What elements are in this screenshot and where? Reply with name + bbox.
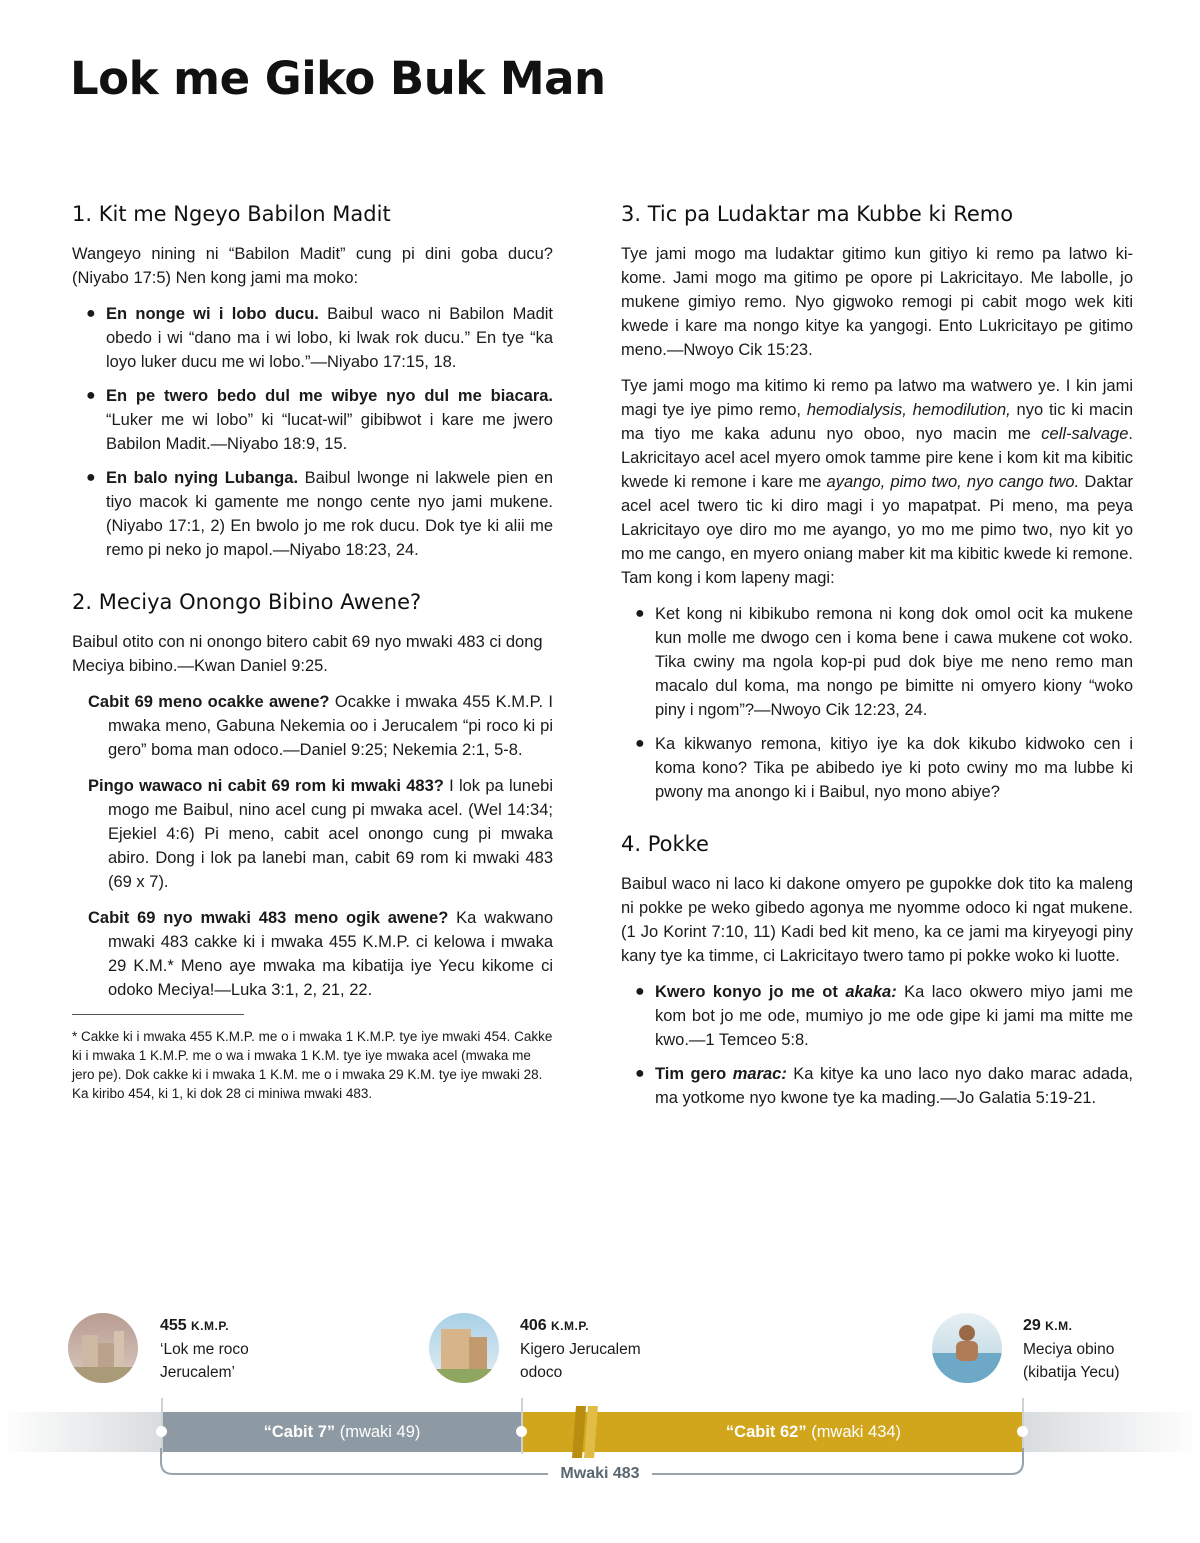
section-4-heading: 4. Pokke [621, 832, 709, 856]
right-column [621, 200, 1133, 1136]
page-title: Lok me Giko Buk Man [70, 52, 606, 105]
qa-item: Pingo wawaco ni cabit 69 rom ki mwaki 483? I lok pa lunebi mogo me Baibul, nino acel cung pi mwaka acel. (Wel 14:34; Ejekiel 4:6) Pi meno, cabit acel onongo cung pi mwaka abiro. Dong i lok pa lanebi man, cabit 69 rom ki mwaki 483 (69 x 7). [88, 777, 553, 891]
segment-7-label: “Cabit 7” (mwaki 49) [263, 1423, 421, 1441]
timeline-event-3: 29 K.M. Meciya obino (kibatija Yecu) [1023, 1317, 1120, 1381]
bullet-icon: ● [86, 387, 96, 404]
section-1-heading: 1. Kit me Ngeyo Babilon Madit [72, 202, 391, 226]
section-1-intro: Wangeyo nining ni “Babilon Madit” cung pi dini goba ducu? (Niyabo 17:5) Nen kong jami ma moko: [72, 245, 553, 287]
bullet-icon: ● [635, 735, 645, 752]
segment-62-label: “Cabit 62” (mwaki 434) [725, 1423, 902, 1441]
section-3-paragraph-1: Tye jami mogo ma ludaktar gitimo kun gitiyo ki remo pa latwo ki-kome. Jami mogo ma gitimo pe opore pi Lakricitayo. Me labolle, jo mukene gimiyo remo. Nyo gigwoko remogi pi cabit mogo wek kiti kwede i kare ma nongo kitye ka yangogi. Ento Lukricitayo pe gitimo meno.—Nwoyo Cik 15:23. [621, 245, 1133, 359]
section-3-bullets [621, 602, 1133, 804]
total-span-label: Mwaki 483 [548, 1463, 652, 1485]
section-3 [621, 200, 1133, 804]
section-3-heading: 3. Tic pa Ludaktar ma Kubbe ki Remo [621, 202, 1014, 226]
list-item: ● Kwero konyo jo me ot akaka: Ka laco okwero miyo jami me kom bot jo me ode, mumiyo jo me ode gipe ki jami ma mitte me kwo.—1 Temceo 5:8. [621, 980, 1133, 1052]
bullet-icon: ● [86, 305, 96, 322]
footnote: * Cakke ki i mwaka 455 K.M.P. me o i mwaka 1 K.M.P. tye iye mwaki 454. Cakke ki i mwaka 1 K.M.P. me o wa i mwaka 1 K.M. tye iye mwaka acel (mwaka me jero pe). Dok cakke ki i mwaka 1 K.M. me o i mwaka 29 K.M. tye iye mwaki 28. Ka kiribo 454, ki 1, ki dok 28 ci miniwa mwaki 483. [72, 1029, 553, 1101]
qa-item: Cabit 69 nyo mwaki 483 meno ogik awene? Ka wakwano mwaki 483 cakke ki i mwaka 455 K.M.P. ci kelowa i mwaka 29 K.M.* Meno aye mwaka ma kibatija iye Yecu kikome ci odoko Meciya!—Luka 3:1, 2, 21, 22. [88, 909, 554, 999]
section-2 [72, 588, 553, 1103]
section-2-intro: Baibul otito con ni onongo bitero cabit 69 nyo mwaki 483 ci dong Meciya bibino.—Kwan Daniel 9:25. [72, 633, 543, 675]
section-2-heading: 2. Meciya Onongo Bibino Awene? [72, 590, 422, 614]
list-item: ● En pe twero bedo dul me wibye nyo dul me biacara. “Luker me wi lobo” ki “lucat-wil” gibibwot i kare me jwero Babilon Madit.—Niyabo 18:9, 15. [72, 384, 553, 456]
section-4-bullets [621, 980, 1133, 1110]
section-4-paragraph: Baibul waco ni laco ki dakone omyero pe gupokke dok tito ka maleng ni pokke pe weko gibedo agonya me nyomme odoco ki ngat mukene. (1 Jo Korint 7:10, 11) Kadi bed kit meno, ka ce jami ma kiryeyogi piny kany tye ka timme, ci Lakricitayo twero tamo pi pokke woko ki luotte. [621, 875, 1133, 965]
list-item: ● Ka kikwanyo remona, kitiyo iye ka dok kikubo kidwoko cen i koma kono? Tika pe abibedo iye ki poto cwiny mo ma lubbe ki pwony ma anongo ki i Baibul, nyo mono abiye? [621, 732, 1133, 804]
bullet-icon: ● [86, 469, 96, 486]
footnote-divider [72, 1014, 244, 1015]
timeline-event-2: 406 K.M.P. Kigero Jerucalem odoco [520, 1317, 641, 1381]
bullet-icon: ● [635, 983, 645, 1000]
section-1 [72, 200, 553, 562]
list-item: ● Ket kong ni kibikubo remona ni kong dok omol ocit ka mukene kun molle me dwogo cen i koma bene i cawa mukene cot woko. Tika cwiny ma ngola kop-pi pud dok biye me neno remo man macalo dul koma, ma nongo pe bimitte ni omyero kiony “woko piny i ngom”?—Nwoyo Cik 12:23, 24. [621, 602, 1133, 722]
list-item: ● En balo nying Lubanga. Baibul lwonge ni lakwele pien en tiyo macok ki gamente me nongo cente nyo jami mukene. (Niyabo 17:1, 2) En bwolo jo me rok ducu. Dok tye ki alii me remo pi neko jo mapol.—Niyabo 18:23, 24. [72, 466, 553, 562]
section-4 [621, 830, 1133, 1110]
bullet-icon: ● [635, 1065, 645, 1082]
timeline-event-1: 455 K.M.P. ‘Lok me roco Jerucalem’ [160, 1317, 249, 1381]
list-item: ● En nonge wi i lobo ducu. Baibul waco ni Babilon Madit obedo i wi “dano ma i wi lobo, ki lwak rok ducu.” En tye “ka loyo luker ducu me wi lobo.”—Niyabo 17:15, 18. [72, 302, 553, 374]
section-1-bullets [72, 302, 553, 562]
list-item: ● Tim gero marac: Ka kitye ka uno laco nyo dako marac adada, ma yotkome nyo kwone tye ka mading.—Jo Galatia 5:19-21. [621, 1062, 1133, 1110]
left-column [72, 200, 553, 1129]
section-3-paragraph-2: Tye jami mogo ma kitimo ki remo pa latwo ma watwero ye. I kin jami magi tye iye pimo remo, hemodialysis, hemodilution, nyo tic ki macin ma tiyo me kaka adunu nyo oboo, nyo macin me cell-salvage. Lakricitayo acel acel myero omok tamme pire kene i kom kit ma kibitic kwede ki remone i kare me ayango, pimo two, nyo cango two. Daktar acel acel twero tic ki diro magi i yo mapatpat. Pi meno, ma peya Lakricitayo oye diro mo me ayango, yo mo me pimo two, nyo kit yo mo me cango, en myero oniang maber kit ma kibitic kwede ki remone. Tam kong i kom lapeny magi: [621, 377, 1134, 587]
bullet-icon: ● [635, 605, 645, 622]
qa-item: Cabit 69 meno ocakke awene? Ocakke i mwaka 455 K.M.P. I mwaka meno, Gabuna Nekemia oo i Jerucalem “pi roco ki pi gero” boma man odoco.—Daniel 9:25; Nekemia 2:1, 5-8. [88, 693, 553, 759]
prophecy-timeline [0, 1300, 1200, 1500]
